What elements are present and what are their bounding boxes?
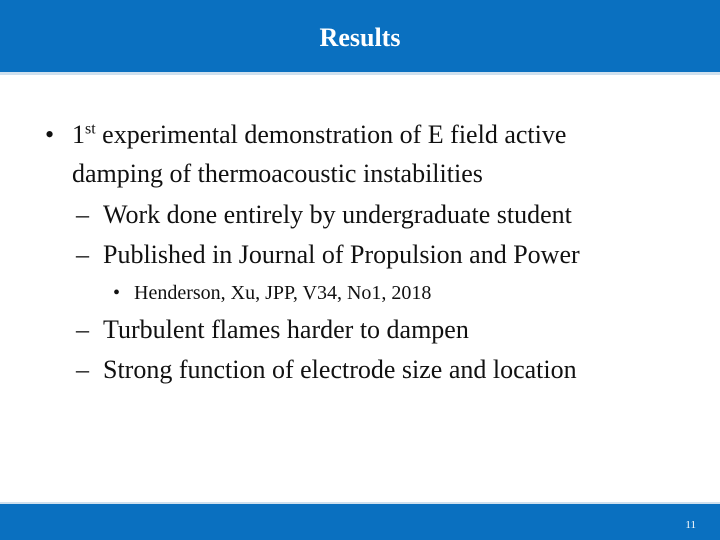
dash-icon: – bbox=[76, 240, 89, 269]
main-bullet-text-line2: damping of thermoacoustic instabilities bbox=[72, 159, 483, 188]
bullet-icon: • bbox=[113, 282, 121, 304]
sub-bullet-text: Published in Journal of Propulsion and Power bbox=[103, 240, 580, 269]
citation-text: Henderson, Xu, JPP, V34, No1, 2018 bbox=[134, 282, 432, 304]
dash-icon: – bbox=[76, 315, 89, 344]
sub-bullet-text: Work done entirely by undergraduate student bbox=[103, 200, 572, 229]
page-number: 11 bbox=[685, 519, 696, 531]
dash-icon: – bbox=[76, 200, 89, 229]
sub-bullet-text: Strong function of electrode size and location bbox=[103, 355, 577, 384]
main-bullet-line1-rest: experimental demonstration of E field active bbox=[95, 120, 567, 149]
dash-icon: – bbox=[76, 355, 89, 384]
bullet-icon: • bbox=[45, 120, 55, 149]
main-bullet-text-line1 bbox=[72, 118, 566, 152]
ordinal-suffix: st bbox=[85, 120, 96, 138]
slide-title: Results bbox=[319, 23, 401, 52]
sub-bullet-text: Turbulent flames harder to dampen bbox=[103, 315, 469, 344]
footer-bar bbox=[0, 504, 720, 540]
ordinal-number: 1 bbox=[72, 120, 85, 149]
